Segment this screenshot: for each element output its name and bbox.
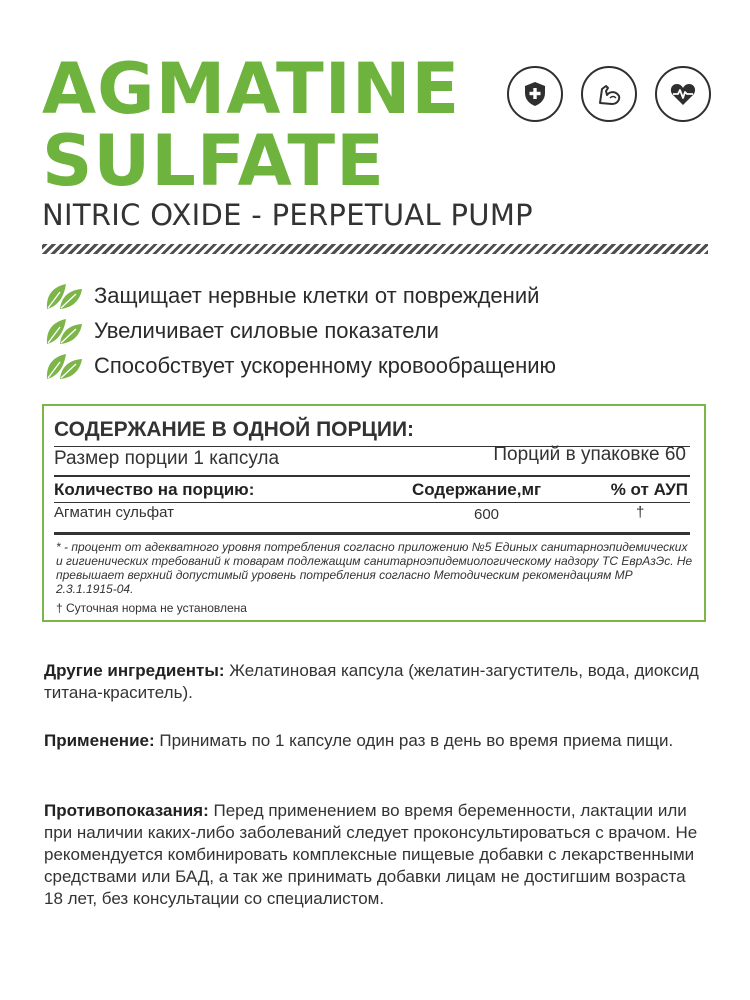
rule — [54, 475, 690, 477]
product-title-line1: AGMATINE — [42, 48, 461, 130]
benefits-list — [44, 278, 556, 383]
usage — [44, 730, 708, 752]
usage-label: Применение: — [44, 731, 155, 750]
benefit-text: Увеличивает силовые показатели — [94, 317, 439, 343]
col-content-header: Содержание,мг — [412, 480, 542, 499]
col-amount-header: Количество на порцию: — [54, 480, 255, 499]
heart-pulse-icon — [655, 66, 711, 122]
nutrition-title: СОДЕРЖАНИЕ В ОДНОЙ ПОРЦИИ: — [54, 418, 415, 441]
product-subtitle: NITRIC OXIDE - PERPETUAL PUMP — [42, 198, 533, 232]
serving-size: Размер порции 1 капсула — [54, 448, 280, 469]
servings-per-pack: Порций в упаковке 60 — [493, 444, 686, 465]
rule — [54, 502, 690, 503]
benefit-item — [44, 313, 556, 348]
leaf-icon — [44, 350, 86, 382]
benefit-item — [44, 348, 556, 383]
leaf-icon — [44, 280, 86, 312]
benefit-text: Защищает нервные клетки от повреждений — [94, 282, 540, 308]
ingredient-dv: † — [636, 504, 645, 521]
shield-plus-icon — [507, 66, 563, 122]
header-divider — [42, 244, 708, 254]
footnote: * - процент от адекватного уровня потребления согласно приложению №5 Единых санитарноэпидемических и гигиенических требований к товарам подлежащим санитарноэпидемиологическому надзору ТС ЕврАзЭс. Не превышает верхний допустимый уровень потребления согласно Методическим рекомендациям МР 2.3.1.1915-04. — [56, 540, 693, 596]
ingredient-name: Агматин сульфат — [54, 504, 174, 521]
other-ingredients-label: Другие ингредиенты: — [44, 661, 225, 680]
other-ingredients — [44, 660, 708, 704]
benefit-text: Способствует ускоренному кровообращению — [94, 352, 557, 378]
rule — [54, 532, 690, 535]
nutrition-panel — [42, 404, 706, 622]
ingredient-content: 600 — [474, 506, 500, 523]
usage-text: Принимать по 1 капсуле один раз в день во время приема пищи. — [154, 731, 674, 750]
contraindications — [44, 800, 708, 910]
leaf-icon — [44, 315, 86, 347]
contraindications-label: Противопоказания: — [44, 801, 209, 820]
flexed-arm-icon — [581, 66, 637, 122]
col-dv-header: % от АУП — [610, 480, 688, 499]
contraindications-text: Перед применением во время беременности, лактации или при наличии каких-либо заболеваний следует проконсультироваться с врачом. Не рекомендуется комбинировать комплексные пищевые добавки с лекарственными средствами или БАД, а так же принимать добавки лицам не достигшим возраста 18 лет, без консультации со специалистом. — [44, 801, 698, 908]
other-ingredients-text: Желатиновая капсула (желатин-загуститель, вода, диоксид титана-краситель). — [44, 661, 699, 702]
benefit-item — [44, 278, 556, 313]
product-title-line2: SULFATE — [42, 120, 385, 202]
dagger-note: † Суточная норма не установлена — [56, 601, 247, 615]
